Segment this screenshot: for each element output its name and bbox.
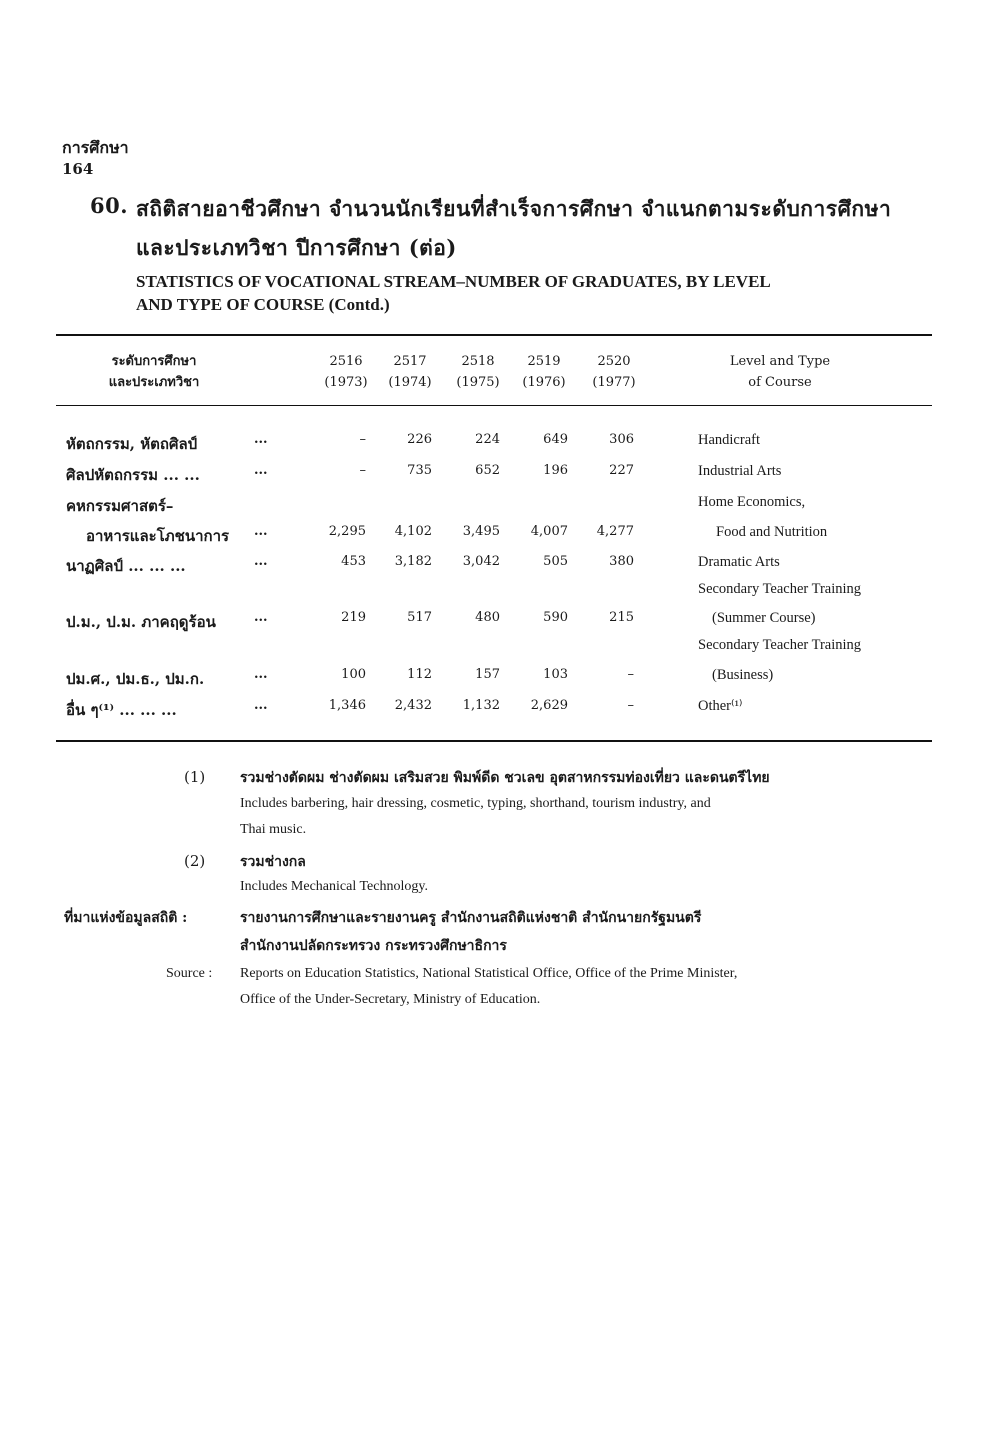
header-year-2516: 2516 (1973) <box>324 354 368 390</box>
header-english-line2: of Course <box>748 375 812 390</box>
table-row: Secondary Teacher Training <box>698 637 862 653</box>
source-thai-line2: สำนักงานปลัดกระทรวง กระทรวงศึกษาธิการ <box>240 938 507 954</box>
header-thai <box>84 351 224 393</box>
header-year-2518: 2518 (1975) <box>456 354 500 390</box>
table-row: ป.ม., ป.ม. ภาคฤดูร้อน ... 219 517 480 590 215 (Summer Course) <box>66 610 816 631</box>
title-english-line1: STATISTICS OF VOCATIONAL STREAM–NUMBER OF GRADUATES, BY LEVEL <box>136 272 771 291</box>
source-line1: Reports on Education Statistics, National Statistical Office, Office of the Prime Minister, <box>240 966 738 981</box>
header-year-2517: 2517 (1974) <box>388 354 432 390</box>
page-number: 164 <box>62 160 94 178</box>
footnote-2-thai: รวมช่างกล <box>240 854 306 870</box>
footnote-1-thai: รวมช่างตัดผม ช่างตัดผม เสริมสวย พิมพ์ดีด ชวเลข อุตสาหกรรมท่องเที่ยว และดนตรีไทย <box>240 770 770 786</box>
table-row: อาหารและโภชนาการ ... 2,295 4,102 3,495 4,007 4,277 Food and Nutrition <box>86 524 828 545</box>
table-row: นาฏศิลป์ ... ... ... ... 453 3,182 3,042 505 380 Dramatic Arts <box>66 554 780 575</box>
source-label: Source : <box>166 966 213 981</box>
footnote-2-marker: (2) <box>184 852 206 870</box>
header-year-2519: 2519 (1976) <box>522 354 566 390</box>
title-thai-line1: สถิติสายอาชีวศึกษา จำนวนนักเรียนที่สำเร็จการศึกษา จำแนกตามระดับการศึกษา <box>136 196 892 221</box>
source-line2: Office of the Under-Secretary, Ministry of Education. <box>240 992 541 1007</box>
footnote-2-english: Includes Mechanical Technology. <box>240 879 428 894</box>
table-row: ศิลปหัตถกรรม ... ... ... – 735 652 196 227 Industrial Arts <box>66 463 782 484</box>
table-row: อื่น ๆ⁽¹⁾ ... ... ... ... 1,346 2,432 1,132 2,629 – Other⁽¹⁾ <box>66 698 743 719</box>
table-row: Secondary Teacher Training <box>698 581 862 597</box>
footnote-1-marker: (1) <box>184 768 206 786</box>
table-row: หัตถกรรม, หัตถศิลป์ ... – 226 224 649 306 Handicraft <box>66 432 760 453</box>
header-year-2520: 2520 (1977) <box>592 354 636 390</box>
source-thai-line1: รายงานการศึกษาและรายงานครู สำนักงานสถิติแห่งชาติ สำนักนายกรัฐมนตรี <box>240 910 702 926</box>
header-thai-line2: และประเภทวิชา <box>108 375 200 390</box>
header-english <box>700 351 860 393</box>
source-thai-label: ที่มาแห่งข้อมูลสถิติ : <box>64 910 188 926</box>
header-english-line1: Level and Type <box>729 354 831 369</box>
footnote-1-english-line2: Thai music. <box>240 822 307 837</box>
title-english-line2: AND TYPE OF COURSE (Contd.) <box>136 295 390 314</box>
title-thai-line2: และประเภทวิชา ปีการศึกษา (ต่อ) <box>136 235 457 260</box>
table-top-rule <box>56 334 932 336</box>
table-number: 60. <box>90 193 129 218</box>
table-header-rule <box>56 405 932 406</box>
footnote-1-english-line1: Includes barbering, hair dressing, cosmetic, typing, shorthand, tourism industry, and <box>240 796 711 811</box>
table-row: ปม.ศ., ปม.ธ., ปม.ก. ... 100 112 157 103 – (Business) <box>66 667 774 688</box>
table-row: คหกรรมศาสตร์– Home Economics, <box>66 494 806 515</box>
section-label: การศึกษา <box>62 138 129 157</box>
header-thai-line1: ระดับการศึกษา <box>111 354 197 369</box>
table-bottom-rule <box>56 740 932 742</box>
